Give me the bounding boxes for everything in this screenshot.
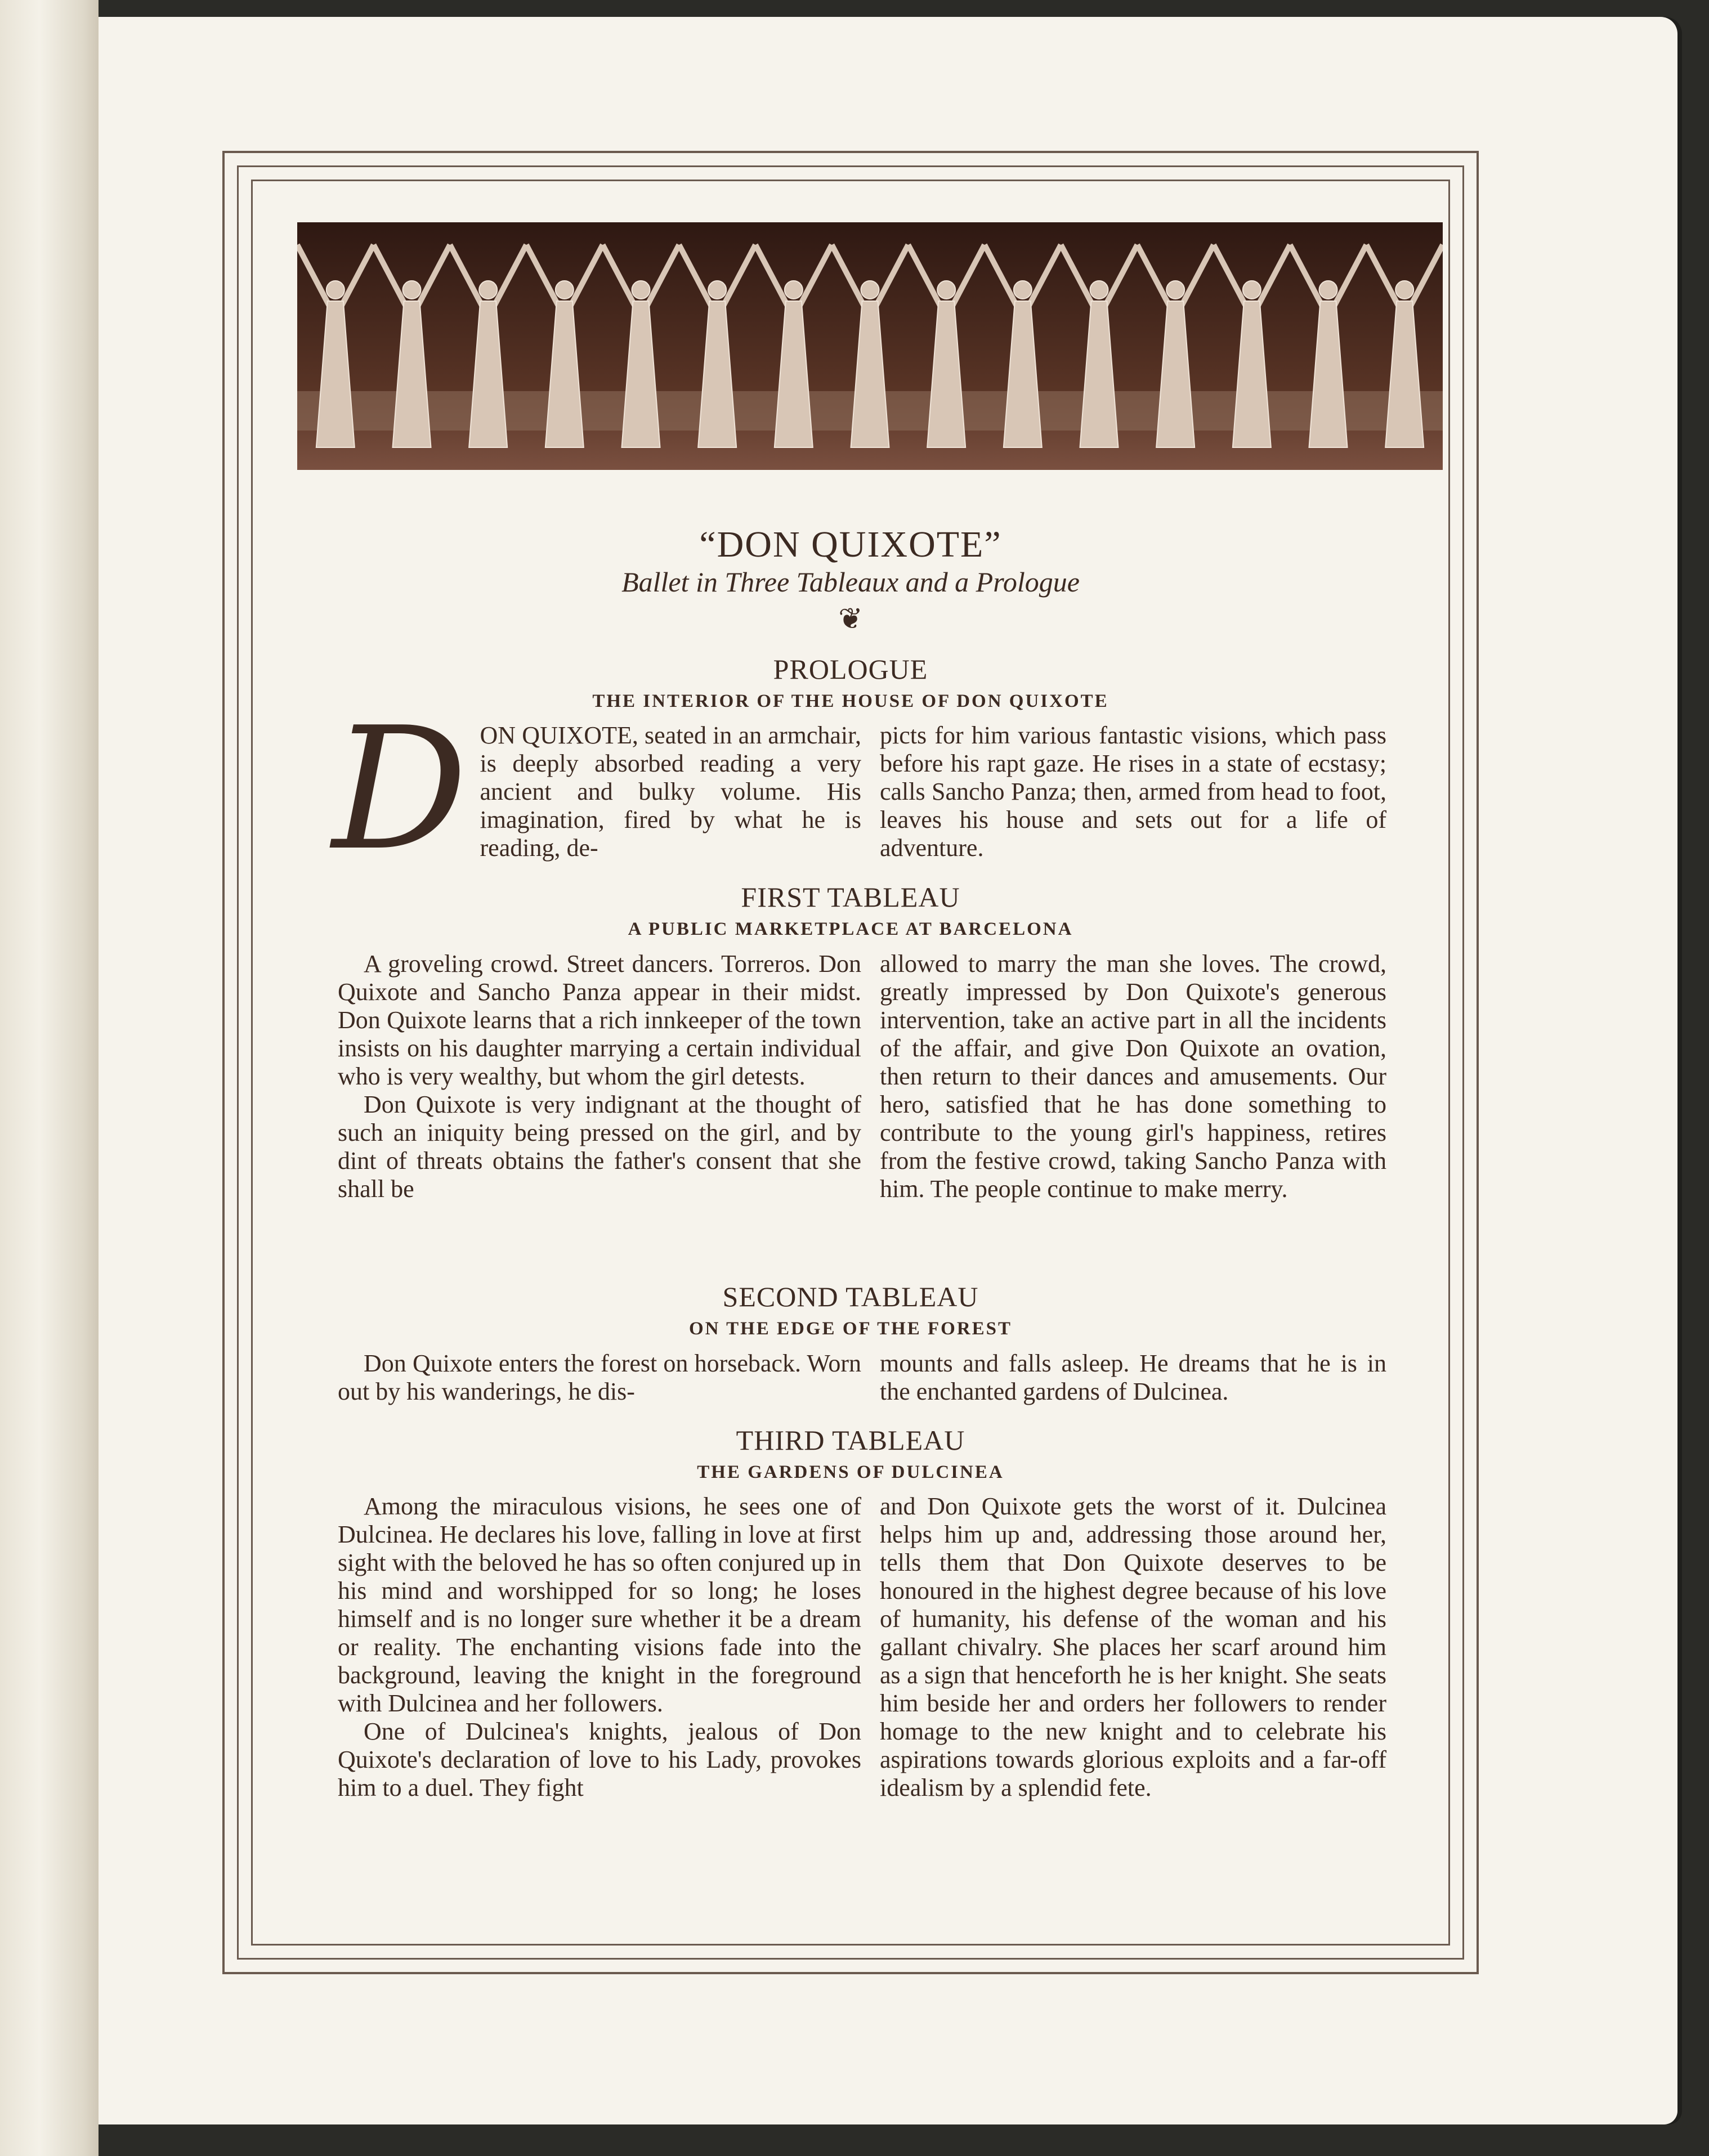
third-tableau-paragraph-1: Among the miraculous visions, he sees one of Dulcinea. He declares his love, falling in love at first sight with the beloved he has so often conjured up in his mind and worshipped for so long; he loses himself and is no longer sure whether it be a dream or reality. The enchanting visions fade into the background, leaving the knight in the foreground with Dulcinea and her followers. (338, 1492, 861, 1717)
first-tableau-paragraph-1: A groveling crowd. Street dancers. Torreros. Don Quixote and Sancho Panza appear in their midst. Don Quixote learns that a rich innkeeper of the town insists on his daughter marrying a certain individual who is very wealthy, but whom the girl detests. (338, 950, 861, 1090)
second-tableau-right-column (880, 1350, 1386, 1406)
third-tableau-right-text: and Don Quixote gets the worst of it. Dulcinea helps him up and, addressing those around her, tells them that Don Quixote deserves to be honoured in the highest degree because of his love of humanity, his defense of the woman and his gallant chivalry. She places her scarf around him as a sign that henceforth he is her knight. She seats him beside her and orders her followers to render homage to the new knight and to celebrate his aspirations towards glorious exploits and a far-off idealism by a splendid fete. (880, 1492, 1386, 1801)
third-tableau-paragraph-2: One of Dulcinea's knights, jealous of Don Quixote's declaration of love to his Lady, provokes him to a duel. They fight (338, 1718, 861, 1801)
prologue-subheading: THE INTERIOR OF THE HOUSE OF DON QUIXOTE (592, 691, 1109, 711)
third-tableau-subheading: THE GARDENS OF DULCINEA (697, 1462, 1004, 1482)
page-subtitle: Ballet in Three Tableaux and a Prologue (621, 566, 1080, 598)
second-tableau-left-column (338, 1350, 861, 1406)
second-tableau-right-text: mounts and falls asleep. He dreams that he is in the enchanted gardens of Dulcinea. (880, 1350, 1386, 1405)
leaf-ornament-icon: ❦ (838, 603, 863, 635)
second-tableau-left-text: Don Quixote enters the forest on horseback. Worn out by his wanderings, he dis- (338, 1350, 861, 1405)
first-tableau-right-column (880, 950, 1386, 1203)
dancers-frieze-image (297, 222, 1443, 470)
drop-cap: D (332, 691, 468, 887)
dancers-photograph (297, 222, 1443, 470)
first-tableau-paragraph-2: Don Quixote is very indignant at the thought of such an iniquity being pressed on the girl, and by dint of threats obtains the father's consent that she shall be (338, 1091, 861, 1203)
prologue-right-text: picts for him various fantastic visions, which pass before his rapt gaze. He rises in a state of ecstasy; calls Sancho Panza; then, armed from head to foot, leaves his house and sets out for a life of adventure. (880, 721, 1386, 862)
binding-spine (0, 0, 99, 2156)
second-tableau-heading: SECOND TABLEAU (722, 1281, 979, 1312)
prologue-right-column (880, 721, 1386, 862)
third-tableau-heading: THIRD TABLEAU (736, 1424, 965, 1456)
prologue-heading: PROLOGUE (773, 653, 928, 685)
first-tableau-right-text: allowed to marry the man she loves. The crowd, greatly impressed by Don Quixote's generous intervention, take an active part in all the incidents of the affair, and give Don Quixote an ovation, then return to their dances and amusements. Our hero, satisfied that he has done something to contribute to the young girl's happiness, retires from the festive crowd, taking Sancho Panza with him. The people continue to make merry. (880, 950, 1386, 1203)
page-title: “DON QUIXOTE” (699, 524, 1002, 565)
prologue-left-text: ON QUIXOTE, seated in an armchair, is deeply absorbed reading a very ancient and bulky volume. His imagination, fired by what he is reading, de- (480, 721, 861, 862)
first-tableau-subheading: A PUBLIC MARKETPLACE AT BARCELONA (628, 919, 1073, 939)
third-tableau-right-column (880, 1492, 1386, 1802)
first-tableau-heading: FIRST TABLEAU (741, 881, 960, 913)
third-tableau-left-column (338, 1492, 861, 1802)
first-tableau-left-column (338, 950, 861, 1203)
second-tableau-subheading: ON THE EDGE OF THE FOREST (688, 1319, 1013, 1339)
